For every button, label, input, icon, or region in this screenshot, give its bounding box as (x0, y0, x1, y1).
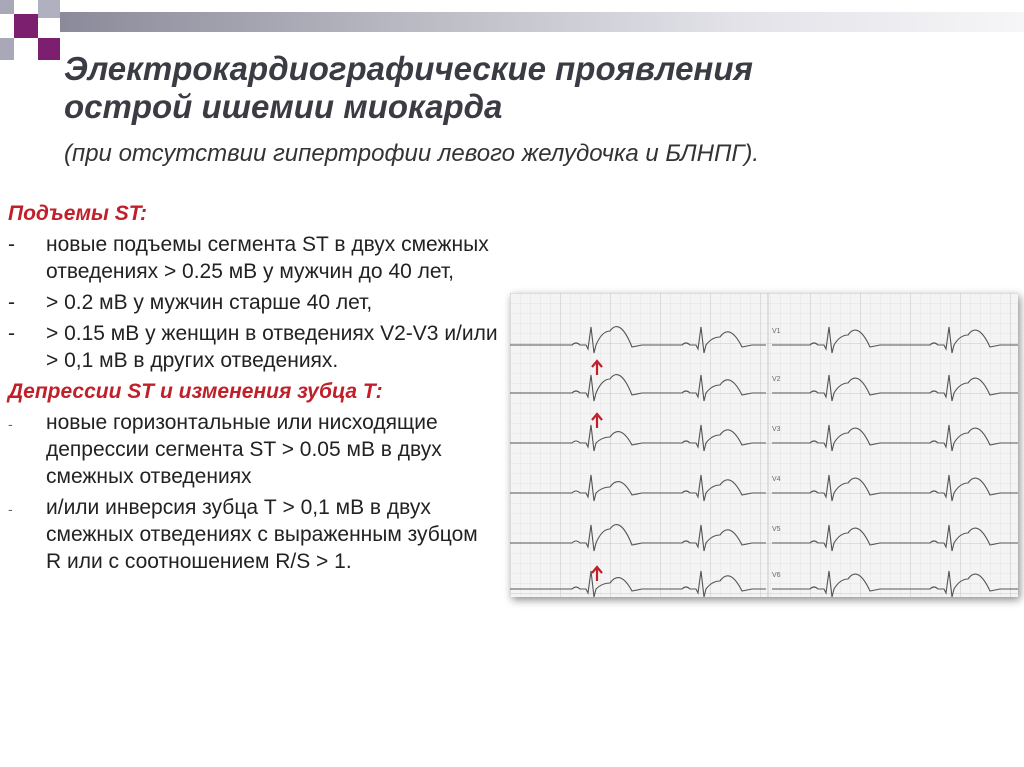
list-item-text: новые подъемы сегмента ST в двух смежных отведениях > 0.25 мВ у мужчин до 40 лет, (46, 233, 489, 283)
list-item (8, 409, 498, 490)
list-item-text: > 0.15 мВ у женщин в отведениях V2-V3 и/или > 0,1 мВ в других отведениях. (46, 322, 498, 372)
list-marker: - (8, 416, 13, 432)
section-heading-st-elevation: Подъемы ST: (8, 202, 148, 225)
corner-square-2 (38, 0, 60, 18)
ecg-lead-label: V6 (772, 572, 781, 579)
list-item-text: новые горизонтальные или нисходящие депрессии сегмента ST > 0.05 мВ в двух смежных отведениях (46, 411, 442, 488)
ecg-lead-label: V3 (772, 426, 781, 433)
list-item-text: и/или инверсия зубца Т > 0,1 мВ в двух смежных отведениях с выраженным зубцом R или с соотношением R/S > 1. (46, 496, 478, 573)
corner-square-1 (0, 0, 14, 14)
title-line-1: Электрокардиографические проявления (64, 50, 753, 87)
ecg-lead-label: V4 (772, 476, 781, 483)
ecg-lead-label: V1 (772, 328, 781, 335)
slide-title (64, 50, 1014, 126)
ecg-lead-label: V2 (772, 376, 781, 383)
list-item (8, 320, 498, 374)
list-marker: - (8, 233, 15, 256)
header-gradient-bar (60, 12, 1024, 32)
corner-square-3 (14, 14, 38, 38)
list-item-text: > 0.2 мВ у мужчин старше 40 лет, (46, 291, 373, 314)
ecg-grid (510, 293, 1018, 597)
criteria-text (8, 200, 498, 579)
slide-subtitle: (при отсутствии гипертрофии левого желудочка и БЛНПГ). (64, 140, 760, 167)
title-line-2: острой ишемии миокарда (64, 88, 503, 125)
corner-square-5 (38, 38, 60, 60)
list-item (8, 494, 498, 575)
list-item (8, 231, 498, 285)
corner-square-4 (0, 38, 14, 60)
list-marker: - (8, 291, 15, 314)
section-heading-st-depression: Депрессии ST и изменения зубца Т: (8, 380, 383, 403)
list-marker: - (8, 501, 13, 517)
ecg-lead-label: V5 (772, 526, 781, 533)
list-item (8, 289, 498, 316)
list-marker: - (8, 322, 15, 345)
ecg-drawing (510, 293, 1018, 597)
ecg-strip-image (510, 293, 1018, 597)
